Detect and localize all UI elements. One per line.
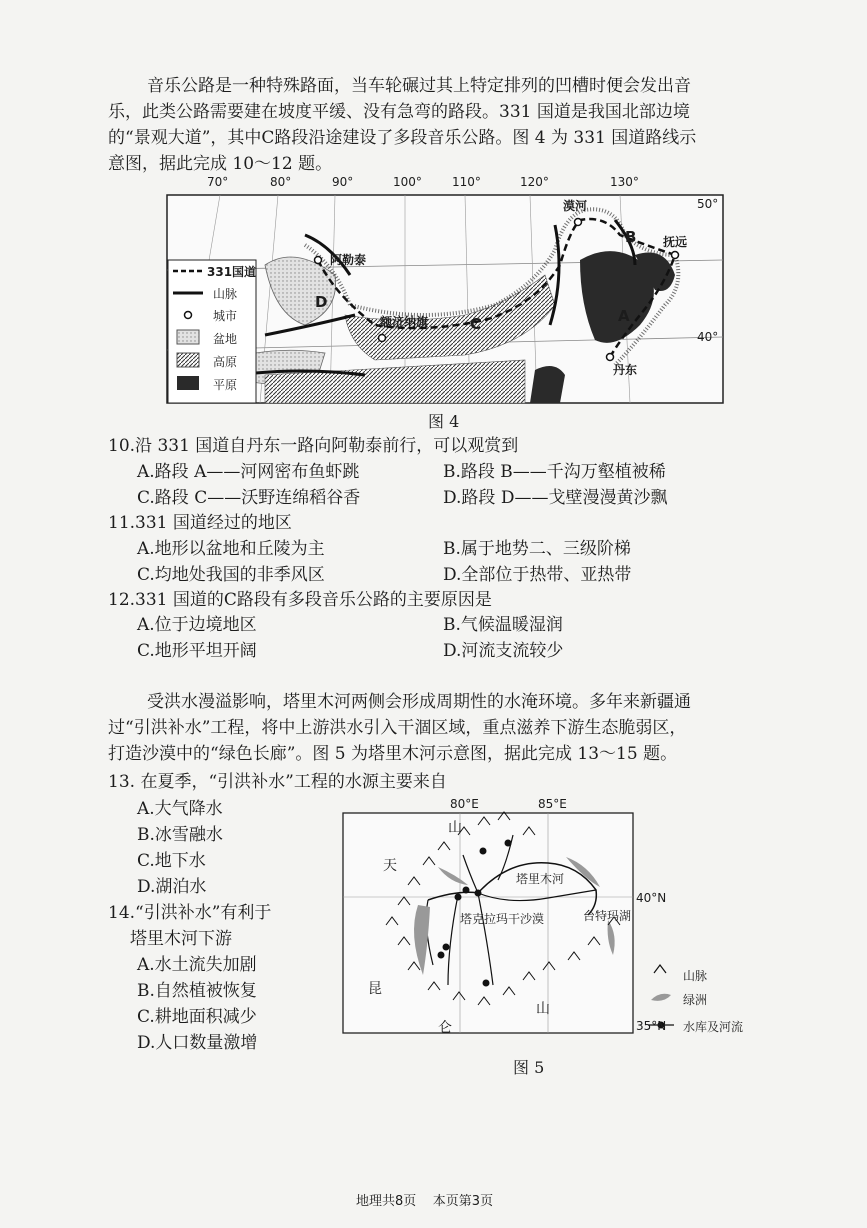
figure5-svg xyxy=(338,795,778,1045)
q12-option-c: C.地形平坦开阔 xyxy=(137,641,257,661)
legend-label: 盆地 xyxy=(213,332,238,346)
q11-option-d: D.全部位于热带、亚热带 xyxy=(443,565,632,585)
lon-tick: 85°E xyxy=(538,797,567,811)
city-label: 漠河 xyxy=(563,199,588,213)
river-label: 塔里木河 xyxy=(516,872,565,886)
lat-tick: 40° xyxy=(697,330,719,344)
segment-label: D xyxy=(315,293,328,311)
desert-label: 塔克拉玛干沙漠 xyxy=(460,912,545,926)
city-label: 额济纳旗 xyxy=(380,315,429,329)
q12-option-b: B.气候温暖湿润 xyxy=(443,615,563,635)
q12-stem: 12.331 国道的C路段有多段音乐公路的主要原因是 xyxy=(108,590,492,610)
legend-label: 高原 xyxy=(213,355,238,369)
segment-label: B xyxy=(625,228,637,246)
figure5-map xyxy=(338,795,778,1045)
q14-option-a: A.水土流失加剧 xyxy=(137,955,257,975)
q10-stem: 10.沿 331 国道自丹东一路向阿勒泰前行，可以观赏到 xyxy=(108,436,519,456)
q11-option-c: C.均地处我国的非季风区 xyxy=(137,565,325,585)
q10-option-d: D.路段 D——戈壁漫漫黄沙飘 xyxy=(443,488,668,508)
lake-label: 台特玛湖 xyxy=(583,909,632,923)
lon-tick: 110° xyxy=(452,175,481,189)
passage1-line4: 意图，据此完成 10～12 题。 xyxy=(108,154,333,174)
city-label: 丹东 xyxy=(613,363,638,377)
lat-tick: 35°N xyxy=(636,1019,667,1033)
figure5-caption: 图 5 xyxy=(513,1058,545,1077)
lon-tick: 80° xyxy=(270,175,292,189)
passage1-line2: 乐，此类公路需要建在坡度平缓、没有急弯的路段。331 国道是我国北部边境 xyxy=(108,102,690,122)
q13-option-d: D.湖泊水 xyxy=(137,877,207,897)
legend-label: 331国道 xyxy=(207,265,257,279)
mountain-label: 昆 xyxy=(368,981,382,997)
city-label: 抚远 xyxy=(663,235,688,249)
legend-label: 水库及河流 xyxy=(683,1020,744,1034)
q11-option-a: A.地形以盆地和丘陵为主 xyxy=(137,539,325,559)
figure4-svg xyxy=(165,175,725,407)
lon-tick: 70° xyxy=(207,175,229,189)
page-footer: 地理共8页 本页第3页 xyxy=(356,1194,494,1209)
lon-tick: 100° xyxy=(393,175,422,189)
passage2-line3: 打造沙漠中的“绿色长廊”。图 5 为塔里木河示意图，据此完成 13～15 题。 xyxy=(108,744,678,764)
segment-label: C xyxy=(470,315,482,333)
mountain-label: 山 xyxy=(448,820,462,836)
lon-tick: 90° xyxy=(332,175,354,189)
lat-tick: 40°N xyxy=(636,891,667,905)
q13-stem: 13. 在夏季，“引洪补水”工程的水源主要来自 xyxy=(108,772,447,792)
legend-label: 绿洲 xyxy=(683,993,708,1007)
city-label: 阿勒泰 xyxy=(330,253,367,267)
q13-option-c: C.地下水 xyxy=(137,851,206,871)
mountain-label: 天 xyxy=(383,858,397,874)
mountain-label: 山 xyxy=(536,1001,550,1017)
q11-option-b: B.属于地势二、三级阶梯 xyxy=(443,539,631,559)
q13-option-b: B.冰雪融水 xyxy=(137,825,223,845)
q14-option-b: B.自然植被恢复 xyxy=(137,981,257,1001)
q14-option-c: C.耕地面积减少 xyxy=(137,1007,257,1027)
figure4-caption: 图 4 xyxy=(428,412,460,431)
passage2-line2: 过“引洪补水”工程，将中上游洪水引入干涸区域，重点滋养下游生态脆弱区， xyxy=(108,718,687,738)
q13-option-a: A.大气降水 xyxy=(137,799,223,819)
q10-option-c: C.路段 C——沃野连绵稻谷香 xyxy=(137,488,361,508)
figure4-map xyxy=(165,175,725,407)
lat-tick: 50° xyxy=(697,197,719,211)
q14-option-d: D.人口数量激增 xyxy=(137,1033,258,1053)
passage1-line1: 音乐公路是一种特殊路面，当车轮碾过其上特定排列的凹槽时便会发出音 xyxy=(147,76,691,96)
lon-tick: 120° xyxy=(520,175,549,189)
q14-stem-line1: 14.“引洪补水”有利于 xyxy=(108,903,272,923)
q14-stem-line2: 塔里木河下游 xyxy=(130,929,232,949)
q12-option-a: A.位于边境地区 xyxy=(137,615,257,635)
q12-option-d: D.河流支流较少 xyxy=(443,641,564,661)
legend-label: 平原 xyxy=(213,378,238,392)
mountain-label: 仑 xyxy=(438,1020,452,1036)
q11-stem: 11.331 国道经过的地区 xyxy=(108,513,292,533)
lon-tick: 130° xyxy=(610,175,639,189)
lon-tick: 80°E xyxy=(450,797,479,811)
segment-label: A xyxy=(618,307,630,325)
legend-label: 城市 xyxy=(213,309,238,323)
legend-label: 山脉 xyxy=(683,969,708,983)
passage2-line1: 受洪水漫溢影响，塔里木河两侧会形成周期性的水淹环境。多年来新疆通 xyxy=(147,692,691,712)
q10-option-a: A.路段 A——河网密布鱼虾跳 xyxy=(137,462,360,482)
passage1-line3: 的“景观大道”，其中C路段沿途建设了多段音乐公路。图 4 为 331 国道路线示 xyxy=(108,128,697,148)
legend-label: 山脉 xyxy=(213,287,238,301)
q10-option-b: B.路段 B——千沟万壑植被稀 xyxy=(443,462,666,482)
